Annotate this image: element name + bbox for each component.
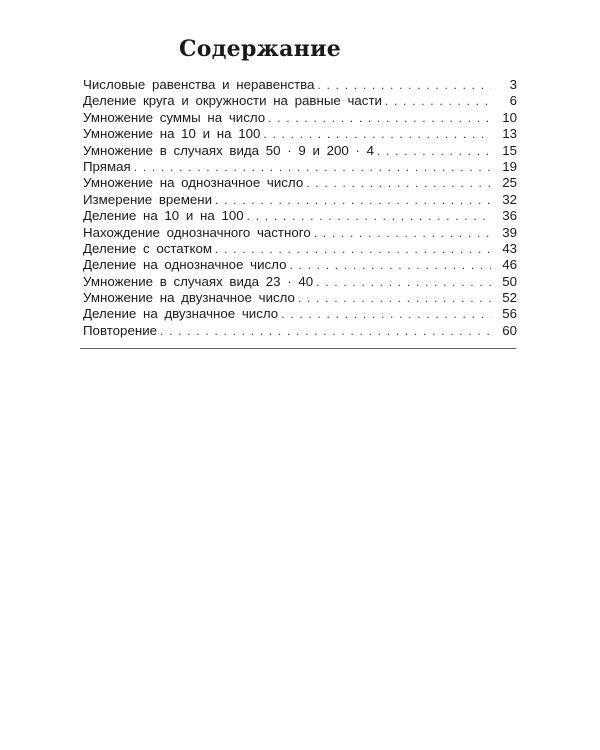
bottom-divider <box>80 348 516 349</box>
toc-entry-label: Деление на 10 и на 100 <box>83 208 244 224</box>
toc-entry-label: Деление круга и окружности на равные части <box>83 93 382 109</box>
dot-leader <box>289 257 491 273</box>
dot-leader <box>281 306 491 322</box>
toc-entry-page: 6 <box>509 93 517 109</box>
dot-leader <box>268 110 491 126</box>
toc-entry <box>83 143 517 159</box>
toc-entry <box>83 192 517 208</box>
toc-entry <box>83 126 517 142</box>
toc-entry-label: Умножение на однозначное число <box>83 175 304 191</box>
toc-entry <box>83 208 517 224</box>
toc-entry-page: 52 <box>502 290 517 306</box>
toc-entry <box>83 306 517 322</box>
dot-leader <box>385 93 491 109</box>
table-of-contents <box>83 77 517 339</box>
toc-entry-page: 46 <box>502 257 517 273</box>
dot-leader <box>247 208 491 224</box>
dot-leader <box>306 175 491 191</box>
toc-entry-page: 13 <box>502 126 517 142</box>
toc-entry-label: Повторение <box>83 322 158 338</box>
toc-entry-page: 39 <box>502 224 517 240</box>
toc-entry-page: 32 <box>502 191 517 207</box>
dot-leader <box>263 126 491 142</box>
dot-leader <box>160 323 491 339</box>
toc-entry <box>83 175 517 191</box>
dot-leader <box>215 192 491 208</box>
toc-entry-label: Умножение суммы на число <box>83 109 266 125</box>
toc-entry-label: Умножение в случаях вида 23 · 40 <box>83 273 314 289</box>
toc-entry <box>83 290 517 306</box>
toc-entry-page: 25 <box>502 175 517 191</box>
toc-entry-label: Нахождение однозначного частного <box>83 224 311 240</box>
dot-leader <box>215 241 491 257</box>
toc-entry-label: Умножение на двузначное число <box>83 290 295 306</box>
toc-entry <box>83 323 517 339</box>
toc-entry <box>83 274 517 290</box>
toc-entry-page: 15 <box>502 142 517 158</box>
toc-entry-label: Числовые равенства и неравенства <box>83 77 315 92</box>
toc-entry-label: Деление на двузначное число <box>83 306 279 322</box>
toc-entry-label: Умножение в случаях вида 50 · 9 и 200 · 4 <box>83 142 374 158</box>
dot-leader <box>316 274 491 290</box>
toc-entry-page: 56 <box>502 306 517 322</box>
toc-entry-page: 10 <box>502 109 517 125</box>
toc-entry-page: 43 <box>502 240 517 256</box>
dot-leader <box>134 159 491 175</box>
toc-entry <box>83 225 517 241</box>
toc-entry-label: Измерение времени <box>83 191 213 207</box>
toc-entry-page: 60 <box>502 322 517 338</box>
toc-entry-label: Деление с остатком <box>83 240 212 256</box>
toc-entry <box>83 77 517 93</box>
dot-leader <box>298 290 491 306</box>
toc-entry <box>83 110 517 126</box>
dot-leader <box>314 225 491 241</box>
toc-entry-label: Деление на однозначное число <box>83 257 287 273</box>
toc-entry <box>83 241 517 257</box>
toc-entry-page: 3 <box>509 77 517 92</box>
toc-entry <box>83 159 517 175</box>
toc-entry <box>83 257 517 273</box>
dot-leader <box>318 77 492 93</box>
toc-entry-label: Прямая <box>83 158 131 174</box>
toc-entry <box>83 93 517 109</box>
toc-entry-page: 19 <box>502 158 517 174</box>
dot-leader <box>377 143 491 159</box>
toc-entry-label: Умножение на 10 и на 100 <box>83 126 261 142</box>
toc-entry-page: 36 <box>502 208 517 224</box>
page-title: Содержание <box>178 36 342 62</box>
toc-entry-page: 50 <box>502 273 517 289</box>
